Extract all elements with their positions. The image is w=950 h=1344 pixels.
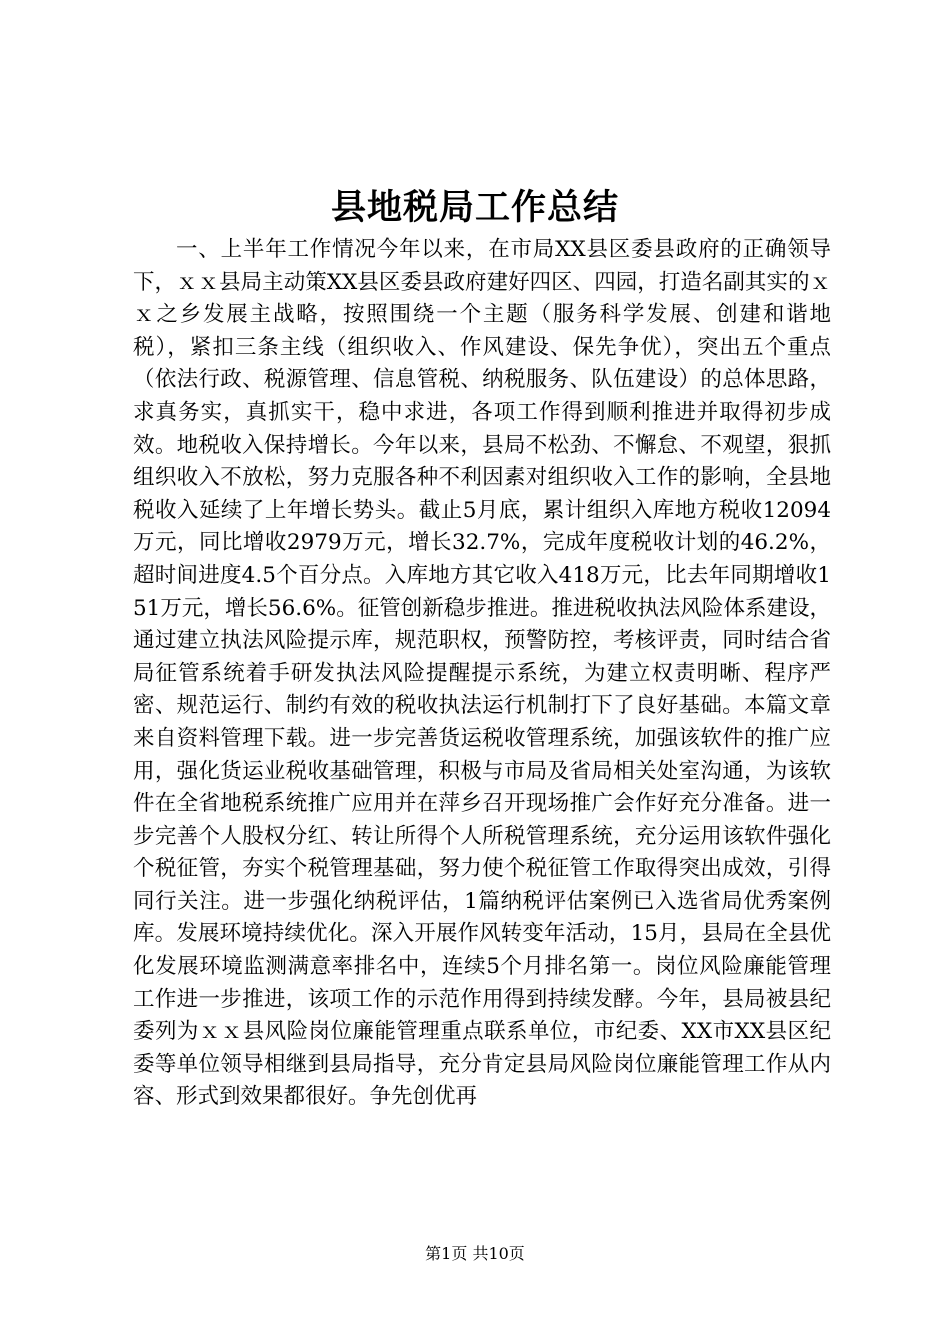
document-title: 县地税局工作总结 bbox=[330, 187, 619, 228]
page-footer-indicator: 第1页 共10页 bbox=[425, 1244, 525, 1263]
document-body-paragraph: 一、上半年工作情况今年以来，在市局XX县区委县政府的正确领导下，ｘｘ县局主动策XX县区委县政府建好四区、四园，打造名副其实的ｘｘ之乡发展主战略，按照围绕一个主题（服务科学发展、创建和谐地税），紧扣三条主线（组织收入、作风建设、保先争优），突出五个重点（依法行政、税源管理、信息管税、纳税服务、队伍建设）的总体思路，求真务实，真抓实干，稳中求进，各项工作得到顺利推进并取得初步成效。地税收入保持增长。今年以来，县局不松劲、不懈怠、不观望，狠抓组织收入不放松，努力克服各种不利因素对组织收入工作的影响，全县地税收入延续了上年增长势头。截止5月底，累计组织入库地方税收12094万元，同比增收2979万元，增长32.7%，完成年度税收计划的46.2%，超时间进度4.5个百分点。入库地方其它收入418万元，比去年同期增收151万元，增长56.6%。征管创新稳步推进。推进税收执法风险体系建设，通过建立执法风险提示库，规范职权，预警防控，考核评责，同时结合省局征管系统着手研发执法风险提醒提示系统，为建立权责明晰、程序严密、规范运行、制约有效的税收执法运行机制打下了良好基础。本篇文章来自资料管理下载。进一步完善货运税收管理系统，加强该软件的推广应用，强化货运业税收基础管理，积极与市局及省局相关处室沟通，为该软件在全省地税系统推广应用并在萍乡召开现场推广会作好充分准备。进一步完善个人股权分红、转让所得个人所税管理系统，充分运用该软件强化个税征管，夯实个税管理基础，努力使个税征管工作取得突出成效，引得同行关注。进一步强化纳税评估，1篇纳税评估案例已入选省局优秀案例库。发展环境持续优化。深入开展作风转变年活动，15月，县局在全县优化发展环境监测满意率排名中，连续5个月排名第一。岗位风险廉能管理工作进一步推进，该项工作的示范作用得到持续发酵。今年，县局被县纪委列为ｘｘ县风险岗位廉能管理重点联系单位，市纪委、XX市XX县区纪委等单位领导相继到县局指导，充分肯定县局风险岗位廉能管理工作从内容、形式到效果都很好。争先创优再 bbox=[133, 237, 831, 1110]
